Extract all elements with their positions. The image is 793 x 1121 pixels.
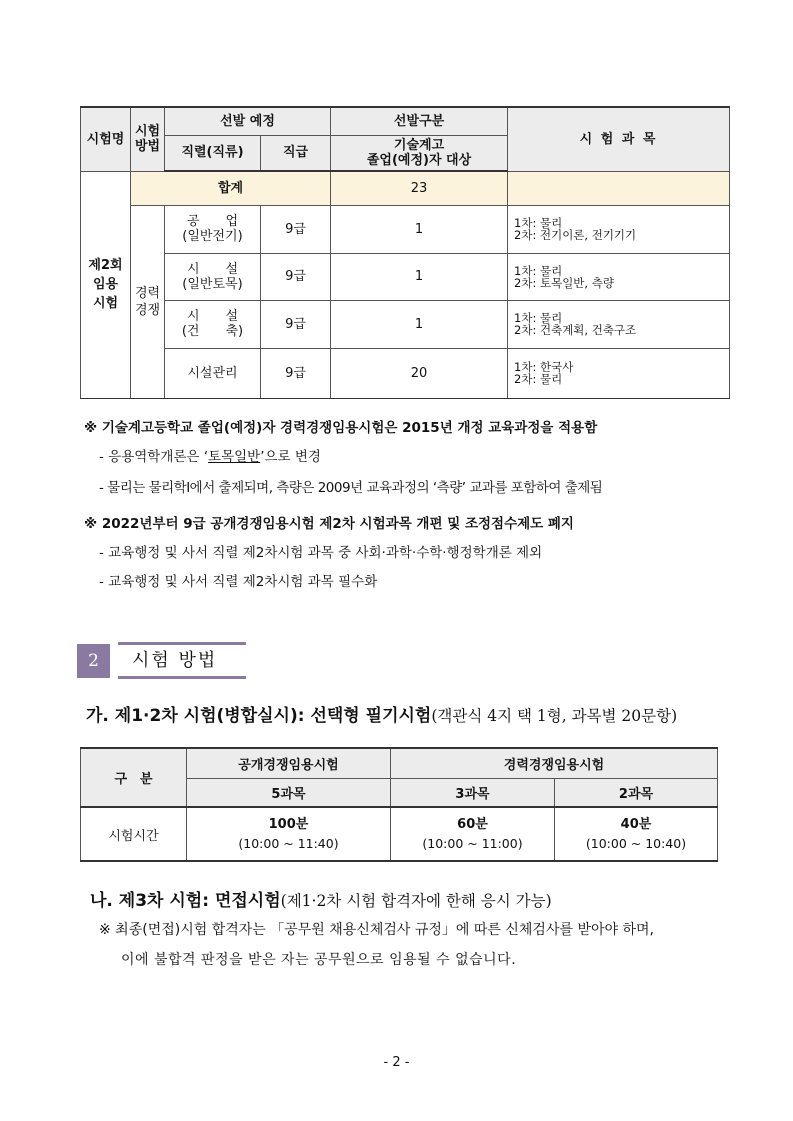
- section-number: 2: [77, 644, 110, 678]
- exam-name-cell: 제2회 임용 시험: [81, 171, 131, 398]
- duration-text: 60분: [457, 817, 488, 832]
- subjects-cell: 1차: 물리 2차: 토목일반, 측량: [508, 253, 730, 300]
- job-series-cell: 시 설 (건 축): [165, 300, 261, 348]
- grade-cell: 9급: [261, 348, 331, 398]
- page-number: - 2 -: [383, 1055, 410, 1070]
- note-text: - 응용역학개론은 ‘: [99, 449, 209, 465]
- heading-detail-text: (제1·2차 시험 합격자에 한해 응시 가능): [280, 892, 552, 910]
- table-row: [81, 253, 730, 300]
- table-row: [81, 807, 718, 861]
- section-divider: [118, 642, 246, 645]
- section-divider: [118, 676, 246, 679]
- table-row: [81, 205, 730, 253]
- note-reform-title: ※ 2022년부터 9급 공개경쟁임용시험 제2차 시험과목 개편 및 조정점수제도 폐지: [84, 516, 574, 532]
- row-label-exam-time: 시험시간: [81, 807, 187, 861]
- total-subjects-empty: [508, 171, 730, 205]
- header-tech-hs-grads: 기술계고 졸업(예정)자 대상: [331, 135, 508, 171]
- subjects-cell: 1차: 물리 2차: 전기이론, 전기기기: [508, 205, 730, 253]
- grade-cell: 9급: [261, 205, 331, 253]
- count-cell: 1: [331, 253, 508, 300]
- header-selection-plan: 선발 예정: [165, 107, 331, 135]
- time-range-text: (10:00 ~ 11:00): [422, 836, 523, 851]
- duration-text: 40분: [620, 817, 652, 832]
- grade-cell: 9급: [261, 253, 331, 300]
- header-exam-subjects: 시 험 과 목: [508, 107, 730, 171]
- table-row: [81, 300, 730, 348]
- note-curriculum-item: - 물리는 물리학Ⅰ에서 출제되며, 측량은 2009년 교육과정의 ‘측량’ 교과를 포함하여 출제됨: [99, 480, 603, 496]
- note-reform-item: - 교육행정 및 사서 직렬 제2차시험 과목 중 사회·과학·수학·행정학개론 제외: [99, 545, 543, 561]
- job-series-cell: 시 설 (일반토목): [165, 253, 261, 300]
- job-series-cell: 시설관리: [165, 348, 261, 398]
- exam-time-cell: [187, 807, 391, 861]
- exam-time-cell: [555, 807, 718, 861]
- header-grade: 직급: [261, 135, 331, 171]
- time-range-text: (10:00 ~ 11:40): [238, 836, 339, 851]
- total-count: 23: [331, 171, 508, 205]
- note-text: ’으로 변경: [260, 449, 321, 465]
- header-career-subjects-3: 3과목: [391, 778, 555, 807]
- job-series-cell: 공 업 (일반전기): [165, 205, 261, 253]
- time-range-text: (10:00 ~ 10:40): [585, 836, 687, 851]
- header-selection-category: 선발구분: [331, 107, 508, 135]
- grade-cell: 9급: [261, 300, 331, 348]
- header-open-exam: 공개경쟁임용시험: [187, 748, 391, 778]
- total-label: 합계: [131, 171, 331, 205]
- header-exam-method: 시험 방법: [131, 107, 165, 171]
- header-career-subjects-2: 2과목: [555, 778, 718, 807]
- note-reform-item: - 교육행정 및 사서 직렬 제2차시험 과목 필수화: [99, 574, 378, 590]
- note-physical-exam-cont: 이에 불합격 판정을 받은 자는 공무원으로 임용될 수 없습니다.: [121, 952, 517, 968]
- count-cell: 20: [331, 348, 508, 398]
- note-curriculum-item: [99, 445, 321, 465]
- heading-detail-text: (객관식 4지 택 1형, 과목별 20문항): [431, 707, 678, 725]
- header-exam-name: 시험명: [81, 107, 131, 171]
- header-division: 구 분: [81, 748, 187, 807]
- note-underlined-text: 토목일반: [208, 449, 261, 465]
- count-cell: 1: [331, 205, 508, 253]
- exam-time-cell: [391, 807, 555, 861]
- note-physical-exam: ※ 최종(면접)시험 합격자는 「공무원 채용신체검사 규정」에 따른 신체검사를 받아야 하며,: [99, 922, 654, 938]
- recruitment-table: [80, 106, 730, 399]
- count-cell: 1: [331, 300, 508, 348]
- table-row: [81, 348, 730, 398]
- heading-interview-exam: [90, 886, 552, 911]
- heading-bold-text: 나. 제3차 시험: 면접시험: [90, 891, 281, 911]
- heading-bold-text: 가. 제1·2차 시험(병합실시): 선택형 필기시험: [86, 706, 432, 726]
- heading-written-exam: [86, 701, 677, 726]
- duration-text: 100분: [268, 817, 309, 832]
- note-curriculum-title: ※ 기술계고등학교 졸업(예정)자 경력경쟁임용시험은 2015년 개정 교육과정을 적용함: [84, 420, 598, 436]
- header-open-subjects: 5과목: [187, 778, 391, 807]
- header-career-exam: 경력경쟁임용시험: [391, 748, 718, 778]
- section-title: 시험 방법: [132, 650, 218, 671]
- exam-time-table: [80, 747, 718, 862]
- header-job-series: 직렬(직류): [165, 135, 261, 171]
- subjects-cell: 1차: 한국사 2차: 물리: [508, 348, 730, 398]
- exam-method-cell: 경력 경쟁: [131, 205, 165, 398]
- subjects-cell: 1차: 물리 2차: 건축계획, 건축구조: [508, 300, 730, 348]
